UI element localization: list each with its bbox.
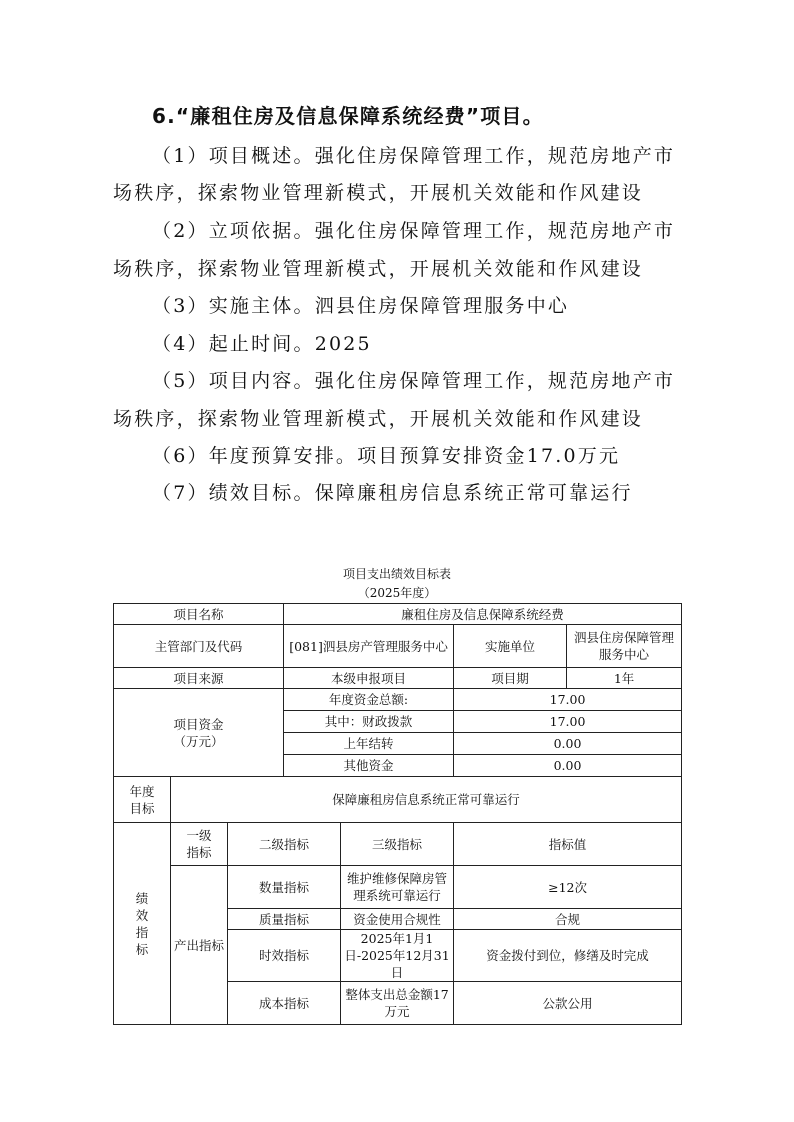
funds-label: [114, 689, 284, 777]
annual-goal-label-line: 年度: [129, 783, 155, 799]
fiscal-funds-value: 17.00: [454, 711, 682, 733]
other-funds-label: 其他资金: [284, 755, 454, 777]
table-row: [114, 777, 682, 823]
value-header: 指标值: [454, 823, 682, 866]
paragraph-line: （4）起止时间。2025: [152, 333, 372, 355]
section-heading: 6.“廉租住房及信息保障系统经费”项目。: [152, 104, 544, 128]
table-row: [114, 625, 682, 668]
paragraph-line: （7）绩效目标。保障廉租房信息系统正常可靠运行: [152, 482, 633, 504]
carryover-value: 0.00: [454, 733, 682, 755]
level3-cell: 整体支出总金额17万元: [341, 982, 454, 1025]
level2-cell: 成本指标: [228, 982, 341, 1025]
value-cell: 合规: [454, 909, 682, 930]
total-funds-label: 年度资金总额:: [284, 689, 454, 711]
table-year: （2025年度）: [357, 586, 437, 600]
level1-header: [171, 823, 228, 866]
table-row: [114, 866, 682, 909]
indicators-label-char: 效: [135, 907, 149, 923]
level2-cell: 时效指标: [228, 930, 341, 982]
level3-cell: 资金使用合规性: [341, 909, 454, 930]
performance-table: [113, 603, 682, 1025]
source-label: 项目来源: [114, 668, 284, 689]
value-cell: 公款公用: [454, 982, 682, 1025]
source-value: 本级申报项目: [284, 668, 454, 689]
paragraph-line: 场秩序，探索物业管理新模式，开展机关效能和作风建设: [113, 258, 644, 280]
dept-label: 主管部门及代码: [114, 625, 284, 668]
indicators-label-char: 绩: [135, 890, 149, 906]
period-value: 1年: [567, 668, 682, 689]
level3-header: 三级指标: [341, 823, 454, 866]
paragraph-line: 场秩序，探索物业管理新模式，开展机关效能和作风建设: [113, 408, 644, 430]
indicators-label: [114, 823, 171, 1025]
table-row: [114, 689, 682, 711]
carryover-label: 上年结转: [284, 733, 454, 755]
dept-value: [081]泗县房产管理服务中心: [284, 625, 454, 668]
paragraph-line: （3）实施主体。泗县住房保障管理服务中心: [152, 295, 570, 317]
paragraph-line: 场秩序，探索物业管理新模式，开展机关效能和作风建设: [113, 182, 644, 204]
impl-unit-label: 实施单位: [454, 625, 567, 668]
paragraph-line: （5）项目内容。强化住房保障管理工作，规范房地产市: [152, 370, 676, 392]
indicators-label-char: 指: [135, 924, 149, 940]
level2-cell: 数量指标: [228, 866, 341, 909]
other-funds-value: 0.00: [454, 755, 682, 777]
level3-cell: 2025年1月1日-2025年12月31日: [341, 930, 454, 982]
level1-header-line: 一级: [186, 828, 212, 843]
table-row: [114, 604, 682, 625]
project-name-value: 廉租住房及信息保障系统经费: [284, 604, 682, 625]
level2-header: 二级指标: [228, 823, 341, 866]
table-row: [114, 668, 682, 689]
annual-goal-value: 保障廉租房信息系统正常可靠运行: [171, 777, 682, 823]
output-indicator-label: 产出指标: [171, 866, 228, 1025]
paragraph-line: （2）立项依据。强化住房保障管理工作，规范房地产市: [152, 220, 676, 242]
value-cell: 资金拨付到位，修缮及时完成: [454, 930, 682, 982]
total-funds-value: 17.00: [454, 689, 682, 711]
funds-label-line: 项目资金: [173, 716, 224, 732]
level3-cell: 维护维修保障房管理系统可靠运行: [341, 866, 454, 909]
paragraph-line: （1）项目概述。强化住房保障管理工作，规范房地产市: [152, 145, 676, 167]
project-name-label: 项目名称: [114, 604, 284, 625]
table-row: [114, 823, 682, 866]
paragraph-line: （6）年度预算安排。项目预算安排资金17.0万元: [152, 445, 621, 467]
annual-goal-label-line: 目标: [129, 800, 155, 816]
annual-goal-label: [114, 777, 171, 823]
period-label: 项目期: [454, 668, 567, 689]
level1-header-line: 指标: [186, 845, 212, 860]
table-title: 项目支出绩效目标表: [342, 567, 451, 581]
level2-cell: 质量指标: [228, 909, 341, 930]
indicators-label-char: 标: [135, 941, 149, 957]
value-cell: ≥12次: [454, 866, 682, 909]
impl-unit-value: 泗县住房保障管理服务中心: [567, 625, 682, 668]
fiscal-funds-label: 其中：财政拨款: [284, 711, 454, 733]
funds-unit-line: （万元）: [173, 733, 224, 749]
